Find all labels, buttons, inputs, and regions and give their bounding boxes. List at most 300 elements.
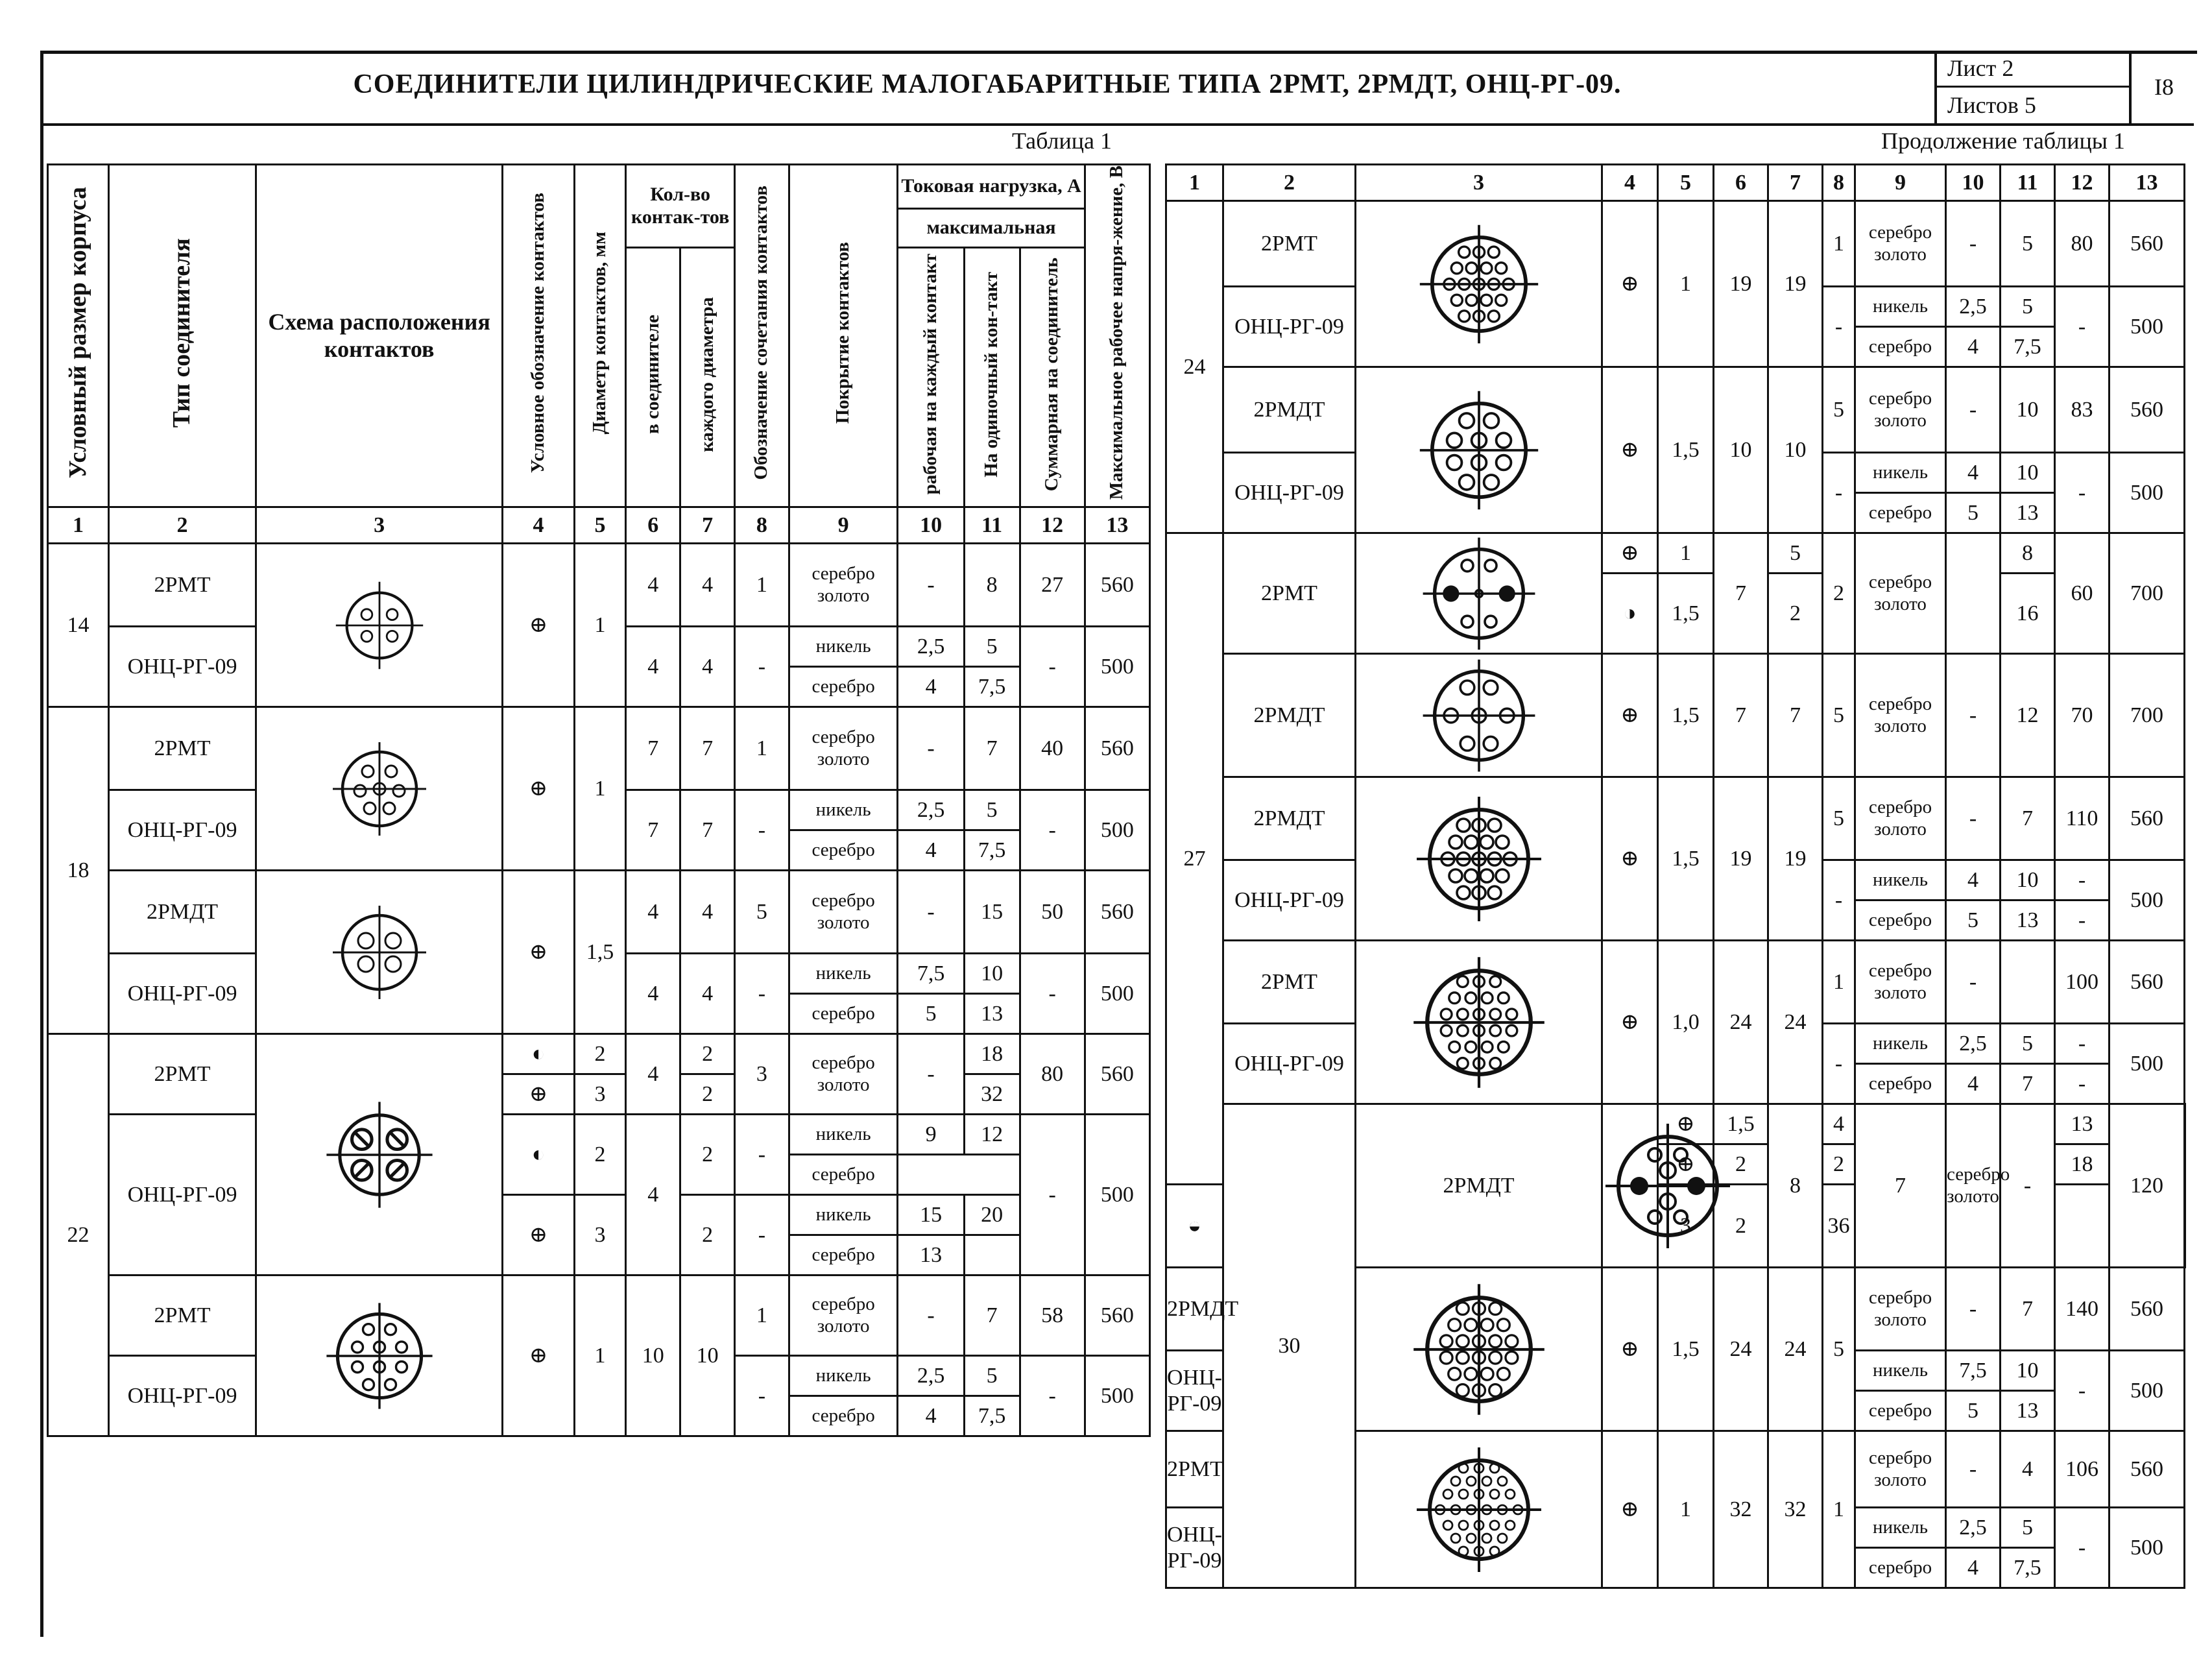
col-num: 5 — [1658, 165, 1714, 201]
col-num: 4 — [503, 507, 574, 544]
designation-cell: ⊕ — [503, 544, 574, 707]
type-cell: 2РМТ — [109, 1275, 256, 1356]
diameter-cell: 1,5 — [1714, 1104, 1768, 1144]
single-cell: 5 — [964, 627, 1020, 667]
type-cell: ОНЦ-РГ-09 — [1223, 287, 1356, 367]
type-cell: ОНЦ-РГ-09 — [109, 954, 256, 1034]
combination-cell: - — [735, 790, 789, 871]
total-cell: - — [1020, 790, 1085, 871]
coating-cell: серебро — [1855, 1064, 1946, 1104]
table-row — [48, 544, 1150, 627]
col-num: 2 — [1223, 165, 1356, 201]
header-voltage: Максимальное рабочее напря-жение, В — [1085, 165, 1149, 507]
connector-19pin-icon — [1414, 794, 1544, 924]
type-cell: 2РМТ — [1223, 533, 1356, 654]
single-cell: 12 — [964, 1115, 1020, 1155]
total-cell: 58 — [1020, 1275, 1085, 1356]
working-cell: 7,5 — [898, 954, 964, 994]
header-coating: Покрытие контактов — [789, 165, 898, 507]
voltage-cell: 700 — [2110, 654, 2185, 777]
total-cell: 106 — [2055, 1431, 2110, 1508]
count-cell: 4 — [626, 1034, 680, 1115]
voltage-cell: 500 — [2110, 1351, 2185, 1431]
combination-cell: 1 — [1823, 941, 1855, 1024]
type-cell: 2РМДТ — [1223, 654, 1356, 777]
diameter-cell: 1,5 — [1658, 367, 1714, 533]
count-cell: 10 — [1768, 367, 1823, 533]
coating-cell: никель — [1855, 287, 1946, 327]
col-num: 6 — [1714, 165, 1768, 201]
single-cell: 13 — [2055, 1104, 2110, 1144]
voltage-cell: 560 — [1085, 1275, 1149, 1356]
col-num: 7 — [680, 507, 735, 544]
voltage-cell: 560 — [1085, 871, 1149, 954]
col-num: 8 — [735, 507, 789, 544]
count-cell: 10 — [680, 1275, 735, 1436]
connector-7pin-mixed-icon — [1417, 535, 1541, 652]
combination-cell: 1 — [1823, 1431, 1855, 1588]
designation-cell: ⊕ — [1602, 941, 1658, 1104]
combination-cell: - — [1823, 860, 1855, 941]
count-cell: 2 — [680, 1195, 735, 1275]
coating-cell: никель — [1855, 453, 1946, 493]
contact-scheme — [256, 1275, 502, 1436]
col-num: 2 — [109, 507, 256, 544]
diameter-cell: 1,5 — [1658, 574, 1714, 654]
coating-cell: никель — [789, 1356, 898, 1396]
col-num: 4 — [1602, 165, 1658, 201]
table-row — [1166, 654, 2185, 777]
working-cell: - — [1946, 201, 2001, 287]
single-cell: 13 — [2001, 493, 2055, 533]
designation-cell: ⊕ — [1602, 201, 1658, 367]
combination-cell: 3 — [735, 1034, 789, 1115]
voltage-cell: 560 — [1085, 707, 1149, 790]
table-row — [1166, 367, 2185, 453]
total-cell: 60 — [2055, 533, 2110, 654]
working-cell: 5 — [1946, 493, 2001, 533]
working-cell: 5 — [1946, 900, 2001, 941]
header-in-connector: в соединителе — [626, 248, 680, 507]
voltage-cell: 500 — [2110, 860, 2185, 941]
col-num: 9 — [789, 507, 898, 544]
voltage-cell: 500 — [1085, 790, 1149, 871]
working-cell: 7,5 — [1946, 1351, 2001, 1391]
single-cell: 8 — [964, 544, 1020, 627]
single-cell: 32 — [964, 1074, 1020, 1115]
coating-cell: серебро золото — [1855, 654, 1946, 777]
header-current-group: Токовая нагрузка, А — [898, 165, 1085, 209]
col-num: 1 — [48, 507, 109, 544]
page-number: I8 — [2129, 51, 2196, 123]
header-combination: Обозначение сочетания контактов — [735, 165, 789, 507]
single-cell: 5 — [2001, 1508, 2055, 1548]
table-row — [1166, 1104, 2185, 1144]
diameter-cell: 2 — [1714, 1144, 1768, 1185]
count-cell: 4 — [680, 627, 735, 707]
type-cell: 2РМТ — [1223, 941, 1356, 1024]
left-table — [47, 163, 1151, 1437]
table-row — [48, 1275, 1150, 1356]
diameter-cell: 3 — [574, 1074, 626, 1115]
col-num: 7 — [1768, 165, 1823, 201]
combination-cell: 2 — [1823, 533, 1855, 654]
coating-cell: никель — [1855, 860, 1946, 900]
single-cell: 7,5 — [964, 830, 1020, 871]
sheet-label: Лист 2 — [1937, 51, 2132, 88]
col-num: 12 — [2055, 165, 2110, 201]
working-cell: - — [1946, 941, 2001, 1024]
col-num: 13 — [2110, 165, 2185, 201]
working-cell: - — [898, 871, 964, 954]
single-cell: 15 — [964, 871, 1020, 954]
total-cell: 70 — [2055, 654, 2110, 777]
contact-scheme — [256, 871, 502, 1034]
coating-cell: никель — [789, 1115, 898, 1155]
total-cell: - — [2055, 1064, 2110, 1104]
coating-cell: никель — [789, 1195, 898, 1235]
designation-cell: ◐ — [503, 1034, 574, 1074]
total-cell: - — [2055, 860, 2110, 900]
combination-cell: - — [1823, 453, 1855, 533]
designation-cell: ⊕ — [1602, 367, 1658, 533]
single-cell: 36 — [1823, 1185, 1855, 1268]
col-num: 3 — [256, 507, 502, 544]
combination-cell: 5 — [1823, 367, 1855, 453]
header-single: На одиночный кон-такт — [964, 248, 1020, 507]
single-cell: 10 — [964, 954, 1020, 994]
combination-cell: - — [1823, 287, 1855, 367]
col-num: 13 — [1085, 507, 1149, 544]
diameter-cell: 2 — [574, 1034, 626, 1074]
connector-7pin-icon — [331, 740, 428, 838]
working-cell: - — [1946, 777, 2001, 860]
coating-cell: никель — [1855, 1024, 1946, 1064]
single-cell: 4 — [2001, 1431, 2055, 1508]
single-cell: 13 — [2001, 900, 2055, 941]
total-cell: - — [2055, 287, 2110, 367]
voltage-cell: 560 — [2110, 1268, 2185, 1351]
connector-32pin-icon — [1414, 1445, 1544, 1575]
single-cell: 7 — [2001, 777, 2055, 860]
single-cell: 5 — [2001, 1024, 2055, 1064]
voltage-cell: 560 — [2110, 201, 2185, 287]
single-cell: 8 — [2001, 533, 2055, 574]
coating-cell: серебро — [789, 1235, 898, 1275]
count-cell: 4 — [680, 871, 735, 954]
designation-cell: ◑ — [1602, 574, 1658, 654]
count-cell: 4 — [626, 1115, 680, 1275]
header-count-group: Кол-во контак-тов — [626, 165, 735, 248]
single-cell: 7,5 — [2001, 327, 2055, 367]
working-cell: - — [1946, 367, 2001, 453]
single-cell: 7 — [964, 1275, 1020, 1356]
count-cell: 4 — [1823, 1104, 1855, 1144]
count-cell: 10 — [626, 1275, 680, 1436]
working-cell: 2,5 — [898, 790, 964, 830]
working-cell: 5 — [898, 994, 964, 1034]
combination-cell: - — [735, 954, 789, 1034]
single-cell: 12 — [2001, 654, 2055, 777]
single-cell: 7,5 — [2001, 1548, 2055, 1588]
single-cell: 16 — [2001, 574, 2055, 654]
diameter-cell: 1 — [574, 707, 626, 871]
size-cell: 22 — [48, 1034, 109, 1436]
total-cell: - — [2055, 1508, 2110, 1588]
col-num: 11 — [964, 507, 1020, 544]
count-cell: 2 — [680, 1074, 735, 1115]
count-cell: 7 — [1768, 654, 1823, 777]
combination-cell: 1 — [735, 707, 789, 790]
single-cell: 7 — [964, 707, 1020, 790]
designation-cell: ⊕ — [1602, 1431, 1658, 1588]
count-cell: 7 — [626, 707, 680, 790]
designation-cell: ⊕ — [503, 1275, 574, 1436]
total-cell: 80 — [1020, 1034, 1085, 1115]
coating-cell: серебро — [789, 994, 898, 1034]
header-diameter: Диаметр контактов, мм — [574, 165, 626, 507]
count-cell: 8 — [1768, 1104, 1823, 1268]
working-cell: 4 — [1946, 1064, 2001, 1104]
coating-cell: никель — [789, 627, 898, 667]
working-cell: 4 — [898, 830, 964, 871]
single-cell: 20 — [964, 1195, 1020, 1235]
col-num: 1 — [1166, 165, 1223, 201]
combination-cell: 5 — [735, 871, 789, 954]
connector-4pin-mixed-icon — [324, 1100, 435, 1210]
voltage-cell: 500 — [2110, 1024, 2185, 1104]
col-num: 12 — [1020, 507, 1085, 544]
table-row — [1166, 941, 2185, 1024]
working-cell: 4 — [1946, 327, 2001, 367]
working-cell: 4 — [1946, 453, 2001, 493]
working-cell: - — [1946, 1268, 2001, 1351]
count-cell: 7 — [680, 790, 735, 871]
contact-scheme — [256, 707, 502, 871]
contact-scheme — [1356, 367, 1602, 533]
table-row — [48, 1115, 1150, 1155]
combination-cell: 5 — [1823, 1268, 1855, 1431]
header-designation: Условное обозначение контактов — [503, 165, 574, 507]
count-cell: 7 — [1714, 533, 1768, 654]
combination-cell: - — [1823, 1024, 1855, 1104]
coating-cell: серебро золото — [1855, 777, 1946, 860]
combination-cell: - — [735, 1195, 789, 1275]
working-cell: 4 — [1946, 860, 2001, 900]
col-num: 5 — [574, 507, 626, 544]
total-cell: 40 — [1020, 707, 1085, 790]
coating-cell: серебро золото — [1855, 1268, 1946, 1351]
single-cell: 13 — [2001, 1391, 2055, 1431]
sheet-info — [1934, 51, 2132, 123]
right-table — [1165, 163, 2186, 1589]
type-cell: 2РМТ — [1166, 1431, 1223, 1508]
col-num: 3 — [1356, 165, 1602, 201]
count-cell: 7 — [680, 707, 735, 790]
working-cell: 4 — [898, 667, 964, 707]
voltage-cell: 560 — [1085, 1034, 1149, 1115]
single-cell: 18 — [964, 1034, 1020, 1074]
working-cell: - — [898, 1275, 964, 1356]
count-cell: 4 — [626, 954, 680, 1034]
total-cell: 80 — [2055, 201, 2110, 287]
connector-4pin-icon — [334, 580, 425, 671]
contact-scheme — [1356, 941, 1602, 1104]
working-cell: - — [2001, 1104, 2055, 1268]
designation-cell: ◐ — [503, 1115, 574, 1195]
coating-cell: серебро — [1855, 900, 1946, 941]
single-cell: 5 — [964, 1356, 1020, 1396]
total-cell: - — [2055, 1024, 2110, 1064]
working-cell: - — [898, 1034, 964, 1115]
count-cell: 4 — [680, 954, 735, 1034]
col-num: 9 — [1855, 165, 1946, 201]
designation-cell: ⊕ — [503, 871, 574, 1034]
voltage-cell: 500 — [2110, 1508, 2185, 1588]
designation-cell: ◒ — [1166, 1185, 1223, 1268]
single-cell — [964, 1235, 1020, 1275]
col-num: 11 — [2001, 165, 2055, 201]
coating-cell: серебро — [789, 1155, 898, 1195]
coating-cell: серебро золото — [789, 707, 898, 790]
connector-24pin-icon — [1411, 1281, 1547, 1418]
document-title: СОЕДИНИТЕЛИ ЦИЛИНДРИЧЕСКИЕ МАЛОГАБАРИТНЫЕ ТИПА 2РМТ, 2РМДТ, ОНЦ-РГ-09. — [353, 69, 1622, 99]
coating-cell: никель — [1855, 1351, 1946, 1391]
voltage-cell: 560 — [2110, 777, 2185, 860]
single-cell: 10 — [2001, 1351, 2055, 1391]
single-cell: 10 — [2001, 367, 2055, 453]
voltage-cell: 500 — [1085, 1115, 1149, 1275]
working-cell — [1946, 533, 2001, 654]
designation-cell: ⊕ — [1602, 777, 1658, 941]
contact-scheme — [1356, 1268, 1602, 1431]
single-cell: 7 — [2001, 1064, 2055, 1104]
diameter-cell: 1 — [1658, 201, 1714, 367]
type-cell: ОНЦ-РГ-09 — [109, 790, 256, 871]
combination-cell: 1 — [735, 544, 789, 627]
column-number-row — [1166, 165, 2185, 201]
coating-cell: никель — [789, 790, 898, 830]
count-cell: 19 — [1714, 201, 1768, 367]
count-cell: 4 — [626, 544, 680, 627]
connector-10pin-icon — [1417, 389, 1541, 512]
count-cell: 24 — [1714, 1268, 1768, 1431]
coating-cell: серебро золото — [1946, 1104, 2001, 1268]
working-cell: - — [1946, 654, 2001, 777]
count-cell: 19 — [1714, 777, 1768, 941]
table-caption-left: Таблица 1 — [1012, 128, 1112, 154]
count-cell: 2 — [1768, 574, 1823, 654]
voltage-cell: 500 — [1085, 627, 1149, 707]
combination-cell: 5 — [1823, 777, 1855, 860]
voltage-cell: 700 — [2110, 533, 2185, 654]
total-cell: - — [2055, 900, 2110, 941]
count-cell: 2 — [1714, 1185, 1768, 1268]
combination-cell: 1 — [735, 1275, 789, 1356]
col-num: 8 — [1823, 165, 1855, 201]
diameter-cell: 1 — [1658, 533, 1714, 574]
table-row — [48, 707, 1150, 790]
diameter-cell: 1 — [574, 1275, 626, 1436]
size-cell: 30 — [1223, 1104, 1356, 1588]
count-cell: 2 — [680, 1115, 735, 1195]
coating-cell: серебро золото — [789, 1034, 898, 1115]
voltage-cell: 500 — [2110, 287, 2185, 367]
type-cell: ОНЦ-РГ-09 — [109, 1356, 256, 1436]
coating-cell: серебро — [1855, 327, 1946, 367]
diameter-cell: 1,5 — [1658, 777, 1714, 941]
working-cell: 2,5 — [1946, 1508, 2001, 1548]
single-cell: 10 — [2001, 453, 2055, 493]
combination-cell: 1 — [1823, 201, 1855, 287]
connector-10pin-icon — [324, 1301, 435, 1411]
type-cell: ОНЦ-РГ-09 — [1223, 860, 1356, 941]
voltage-cell: 500 — [2110, 453, 2185, 533]
count-cell: 24 — [1714, 941, 1768, 1104]
header-size: Условный размер корпуса — [48, 165, 109, 507]
contact-scheme — [1356, 533, 1602, 654]
combination-cell: 7 — [1855, 1104, 1946, 1268]
coating-cell: никель — [1855, 1508, 1946, 1548]
designation-cell: ⊕ — [1658, 1144, 1714, 1185]
combination-cell: 5 — [1823, 654, 1855, 777]
contact-scheme — [1602, 1104, 1658, 1268]
type-cell: 2РМДТ — [1166, 1268, 1223, 1351]
count-cell: 2 — [680, 1034, 735, 1074]
total-cell: - — [2055, 453, 2110, 533]
type-cell: ОНЦ-РГ-09 — [109, 627, 256, 707]
total-cell: 83 — [2055, 367, 2110, 453]
count-cell: 4 — [626, 871, 680, 954]
diameter-cell: 3 — [1658, 1185, 1714, 1268]
contact-scheme — [1356, 777, 1602, 941]
designation-cell: ⊕ — [1602, 654, 1658, 777]
diameter-cell: 1,5 — [574, 871, 626, 1034]
header-scheme: Схема расположения контактов — [256, 165, 502, 507]
header-each-diameter: каждого диаметра — [680, 248, 735, 507]
coating-cell: серебро золото — [1855, 367, 1946, 453]
header-max: максимальная — [898, 209, 1085, 248]
count-cell: 7 — [1714, 654, 1768, 777]
type-cell: ОНЦ-РГ-09 — [1223, 453, 1356, 533]
coating-cell: серебро — [1855, 493, 1946, 533]
combination-cell: - — [735, 1115, 789, 1195]
working-cell: 13 — [898, 1235, 964, 1275]
count-cell: 24 — [1768, 941, 1823, 1104]
contact-scheme — [256, 544, 502, 707]
type-cell: 2РМТ — [109, 707, 256, 790]
count-cell: 24 — [1768, 1268, 1823, 1431]
combination-cell: - — [735, 1356, 789, 1436]
size-cell: 24 — [1166, 201, 1223, 533]
working-cell: 9 — [898, 1115, 964, 1155]
coating-cell: серебро — [789, 830, 898, 871]
designation-cell: ⊕ — [503, 1074, 574, 1115]
total-cell: 100 — [2055, 941, 2110, 1024]
col-num: 10 — [898, 507, 964, 544]
diameter-cell: 1,0 — [1658, 941, 1714, 1104]
count-cell: 2 — [1823, 1144, 1855, 1185]
coating-cell: серебро — [1855, 1548, 1946, 1588]
single-cell: 5 — [2001, 201, 2055, 287]
count-cell: 5 — [1768, 533, 1823, 574]
header-working: рабочая на каждый контакт — [898, 248, 964, 507]
connector-4pin-icon — [331, 904, 428, 1001]
type-cell: ОНЦ-РГ-09 — [1166, 1508, 1223, 1588]
single-cell: 7 — [2001, 1268, 2055, 1351]
type-cell: 2РМДТ — [1223, 367, 1356, 453]
working-cell: 4 — [1946, 1548, 2001, 1588]
